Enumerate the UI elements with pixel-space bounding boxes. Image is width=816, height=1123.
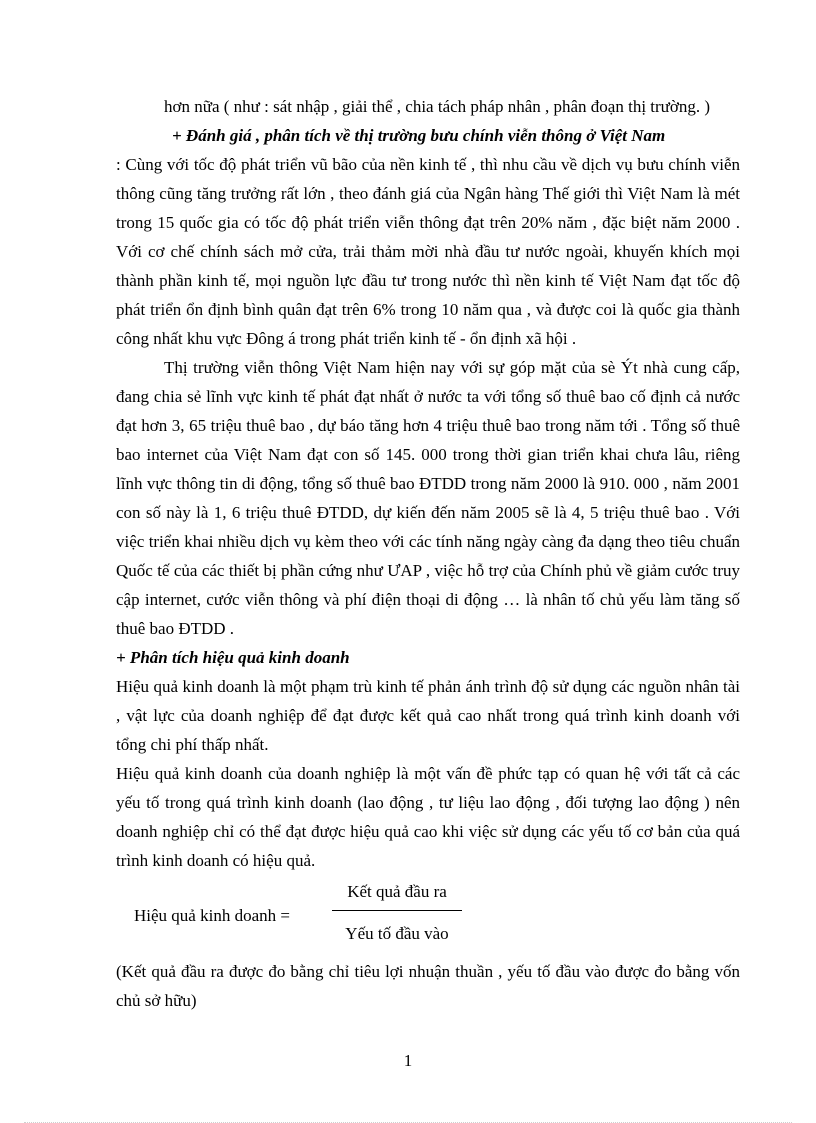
efficiency-formula xyxy=(116,877,740,957)
formula-numerator: Kết quả đầu ra xyxy=(347,882,447,901)
paragraph-market-growth: : Cùng với tốc độ phát triển vũ bão của nền kinh tế , thì nhu cầu về dịch vụ bưu chính viễn thông cũng tăng trưởng rất lớn , theo đánh giá của Ngân hàng Thế giới thì Việt Nam là mét trong 15 quốc gia có tốc độ phát triển viễn thông đạt trên 20% năm , đặc biệt năm 2000 . Với cơ chế chính sách mở cửa, trải thảm mời nhà đầu tư nước ngoài, khuyến khích mọi thành phần kinh tế, mọi nguồn lực đầu tư trong nước thì nền kinh tế Việt Nam đạt tốc độ phát triển ổn định bình quân đạt trên 6% trong 10 năm qua , và được coi là quốc gia thành công nhất khu vực Đông á trong phát triển kinh tế - ổn định xã hội . xyxy=(116,155,740,348)
page-number: 1 xyxy=(403,1051,413,1070)
paragraph-intro: hơn nữa ( như : sát nhập , giải thể , chia tách pháp nhân , phân đoạn thị trường. ) xyxy=(164,97,711,116)
formula-denominator: Yếu tố đầu vào xyxy=(345,924,449,943)
document-page xyxy=(116,92,740,1015)
formula-fraction-bar xyxy=(332,910,462,911)
heading-business-efficiency: + Phân tích hiệu quả kinh doanh xyxy=(116,648,350,667)
formula-label: Hiệu quả kinh doanh = xyxy=(134,906,290,925)
paragraph-efficiency-factors: Hiệu quả kinh doanh của doanh nghiệp là một vấn đề phức tạp có quan hệ với tất cả các yếu tố trong quá trình kinh doanh (lao động , tư liệu lao động , đối tượng lao động ) nên doanh nghiệp chỉ có thể đạt được hiệu quả cao khi việc sử dụng các yếu tố cơ bản của quá trình kinh doanh có hiệu quả. xyxy=(116,764,740,870)
paragraph-efficiency-definition: Hiệu quả kinh doanh là một phạm trù kinh tế phản ánh trình độ sử dụng các nguồn nhân tài , vật lực của doanh nghiệp để đạt được kết quả cao nhất trong quá trình kinh doanh với tổng chi phí thấp nhất. xyxy=(116,677,740,754)
paragraph-telecom-market: Thị trường viễn thông Việt Nam hiện nay với sự góp mặt của sè Ýt nhà cung cấp, đang chia sẻ lĩnh vực kinh tế phát đạt nhất ở nước ta với tổng số thuê bao cố định cả nước đạt hơn 3, 65 triệu thuê bao , dự báo tăng hơn 4 triệu thuê bao trong năm tới . Tổng số thuê bao internet của Việt Nam đạt con số 145. 000 trong thời gian triển khai chưa lâu, riêng lĩnh vực thông tin di động, tổng số thuê bao ĐTDD trong năm 2000 là 910. 000 , năm 2001 con số này là 1, 6 triệu thuê ĐTDD, dự kiến đến năm 2005 sẽ là 4, 5 triệu thuê bao . Với việc triển khai nhiều dịch vụ kèm theo với các tính năng ngày càng đa dạng theo tiêu chuẩn Quốc tế của các thiết bị phần cứng như ƯAP , việc hỗ trợ của Chính phủ về giảm cước truy cập internet, cước viễn thông và phí điện thoại di động … là nhân tố chủ yếu làm tăng số thuê bao ĐTDD . xyxy=(116,358,740,638)
paragraph-formula-note: (Kết quả đầu ra được đo bằng chỉ tiêu lợi nhuận thuần , yếu tố đầu vào được đo bằng vốn chủ sở hữu) xyxy=(116,962,740,1010)
heading-market-analysis: + Đánh giá , phân tích về thị trường bưu chính viễn thông ở Việt Nam xyxy=(172,126,666,145)
